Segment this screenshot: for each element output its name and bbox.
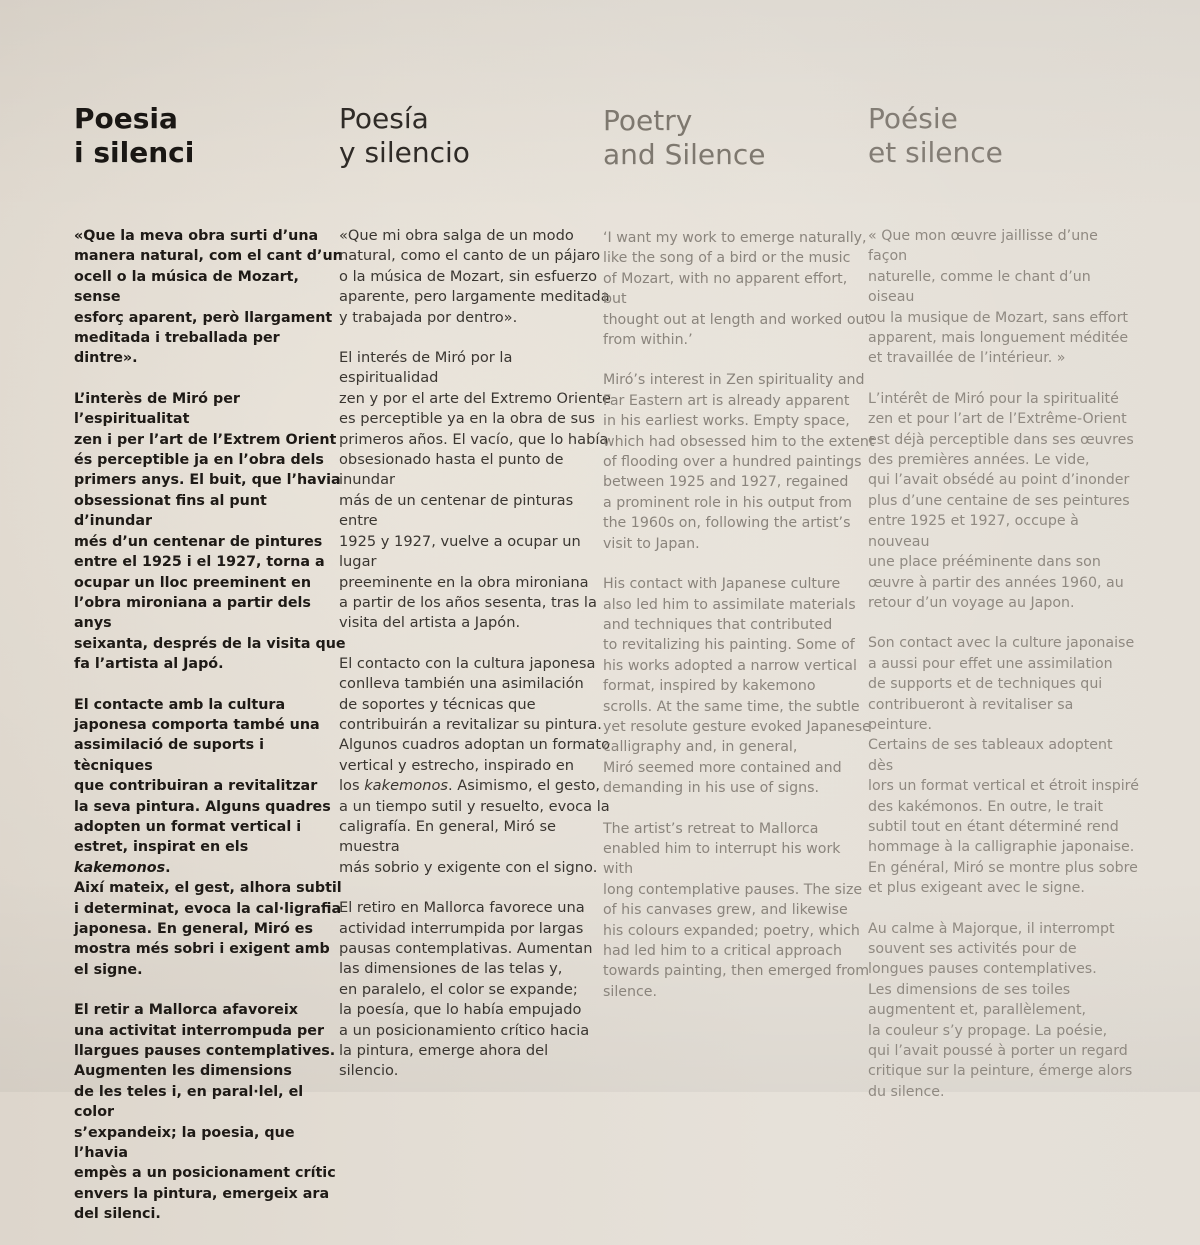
catalan-p3-start: El contacte amb la cultura japonesa comporta també una assimilació de suports i tècniques que contribuiran a revitalitzar la seva pintura. Alguns quadres adopten un format vertical i estret, inspirat en els	[74, 696, 331, 856]
french-title	[868, 102, 1140, 226]
spanish-title	[339, 102, 611, 226]
english-title-line2: and Silence	[603, 138, 766, 171]
spanish-paragraph-2: El interés de Miró por la espiritualidad zen y por el arte del Extremo Oriente es perceptible ya en la obra de sus primeros años. El vacío, que lo había obsesionado hasta el punto de inundar más de un centenar de pinturas entre 1925 y 1927, vuelve a ocupar un lugar preeminente en la obra mironiana a partir de los años sesenta, tras la visita del artista a Japón.	[339, 349, 612, 632]
spanish-paragraph-4: El retiro en Mallorca favorece una actividad interrumpida por largas pausas contemplativas. Aumentan las dimensiones de las telas y, en paralelo, el color se expande; la poesía, que lo había empujado a un posicionamiento crítico hacia la pintura, emerge ahora del silencio.	[339, 899, 593, 1080]
spanish-title-line1: Poesía	[339, 102, 429, 135]
spanish-p3-start: El contacto con la cultura japonesa conlleva también una asimilación de soportes y técnicas que contribuirán a revitalizar su pintura. Algunos cuadros adoptan un formato vertical y estrecho, inspirado en los	[339, 654, 611, 795]
spanish-p3-end: . Asimismo, el gesto, a un tiempo sutil y resuelto, evoca la caligrafía. En general, Miró se muestra más sobrio y exigente con el signo.	[339, 777, 610, 876]
french-column	[868, 102, 1140, 1122]
english-paragraph-3: His contact with Japanese culture also led him to assimilate materials and techniques that contributed to revitalizing his painting. Some of his works adopted a narrow vertical format, inspired by kakemono scrolls. At the same time, the subtle yet resolute gesture evoked Japanese calligraphy and, in general, Miró seemed more contained and demanding in his use of signs.	[603, 576, 871, 797]
catalan-title-line2: i silenci	[74, 136, 195, 169]
spanish-paragraph-3	[339, 654, 611, 878]
catalan-title	[74, 102, 346, 226]
french-title-line2: et silence	[868, 136, 1003, 169]
english-title-line1: Poetry	[603, 104, 693, 137]
english-paragraph-4: The artist’s retreat to Mallorca enabled him to interrupt his work with long contemplative pauses. The size of his canvases grew, and likewise his colours expanded; poetry, which had led him to a critical approach towards painting, then emerged from silence.	[603, 820, 870, 1000]
catalan-column	[74, 102, 346, 1245]
french-paragraph-4: Au calme à Majorque, il interrompt souvent ses activités pour de longues pauses contemplatives. Les dimensions de ses toiles augmentent et, parallèlement, la couleur s’y propage. La poésie, qui l’avait poussé à porter un regard critique sur la peinture, émerge alors du silence.	[868, 920, 1133, 1100]
english-quote: ‘I want my work to emerge naturally, like the song of a bird or the music of Mozart, with no apparent effort, but thought out at length and worked out from within.’	[603, 230, 871, 349]
english-paragraph-2: Miró’s interest in Zen spirituality and Far Eastern art is already apparent in his earliest works. Empty space, which had obsessed him to the extent of flooding over a hundred paintings between 1925 and 1927, regained a prominent role in his output from the 1960s on, following the artist’s visit to Japan.	[603, 372, 875, 552]
spanish-column	[339, 102, 611, 1102]
french-paragraph-2: L’intérêt de Miró pour la spiritualité zen et pour l’art de l’Extrême-Orient est déjà perceptible dans ses œuvres des premières années. Le vide, qui l’avait obsédé au point d’inonder plus d’une centaine de ses peintures entre 1925 et 1927, occupe à nouveau une place prééminente dans son œuvre à partir des années 1960, au retour d’un voyage au Japon.	[868, 390, 1134, 611]
catalan-p3-end: . Així mateix, el gest, alhora subtil i determinat, evoca la cal·ligrafia japonesa. En general, Miró es mostra més sobri i exigent amb el signe.	[74, 859, 342, 978]
spanish-p3-italic: kakemonos	[364, 777, 448, 795]
french-paragraph-3: Son contact avec la culture japonaise a aussi pour effet une assimilation de supports et de techniques qui contribueront à revitaliser sa peinture. Certains de ses tableaux adoptent dès lors un format vertical et étroit inspiré des kakémonos. En outre, le trait subtil tout en étant déterminé rend hommage à la calligraphie japonaise. En général, Miró se montre plus sobre et plus exigeant avec le signe.	[868, 635, 1139, 897]
english-column	[603, 104, 875, 1022]
catalan-paragraph-4: El retir a Mallorca afavoreix una activitat interrompuda per llargues pauses contemplatives. Augmenten les dimensions de les teles i, en paral·lel, el color s’expandeix; la poesia, que l’havia empès a un posicionament crític envers la pintura, emergeix ara del silenci.	[74, 1002, 336, 1223]
english-title	[603, 104, 875, 228]
french-title-line1: Poésie	[868, 102, 958, 135]
spanish-title-line2: y silencio	[339, 136, 470, 169]
catalan-paragraph-3	[74, 695, 346, 981]
french-quote: « Que mon œuvre jaillisse d’une façon naturelle, comme le chant d’un oiseau ou la musique de Mozart, sans effort apparent, mais longuement méditée et travaillée de l’intérieur. »	[868, 228, 1129, 367]
catalan-p3-italic: kakemonos	[74, 859, 166, 876]
catalan-quote: «Que la meva obra surti d’una manera natural, com el cant d’un ocell o la música de Mozart, sense esforç aparent, però llargament meditada i treballada per dintre».	[74, 228, 343, 367]
catalan-title-line1: Poesia	[74, 102, 178, 135]
catalan-paragraph-2: L’interès de Miró per l’espiritualitat zen i per l’art de l’Extrem Orient és perceptible ja en l’obra dels primers anys. El buit, que l’havia obsessionat fins al punt d’inundar més d’un centenar de pintures entre el 1925 i el 1927, torna a ocupar un lloc preeminent en l’obra mironiana a partir dels anys seixanta, després de la visita que fa l’artista al Japó.	[74, 390, 346, 673]
spanish-quote: «Que mi obra salga de un modo natural, como el canto de un pájaro o la música de Mozart, sin esfuerzo aparente, pero largamente meditada y trabajada por dentro».	[339, 227, 610, 326]
